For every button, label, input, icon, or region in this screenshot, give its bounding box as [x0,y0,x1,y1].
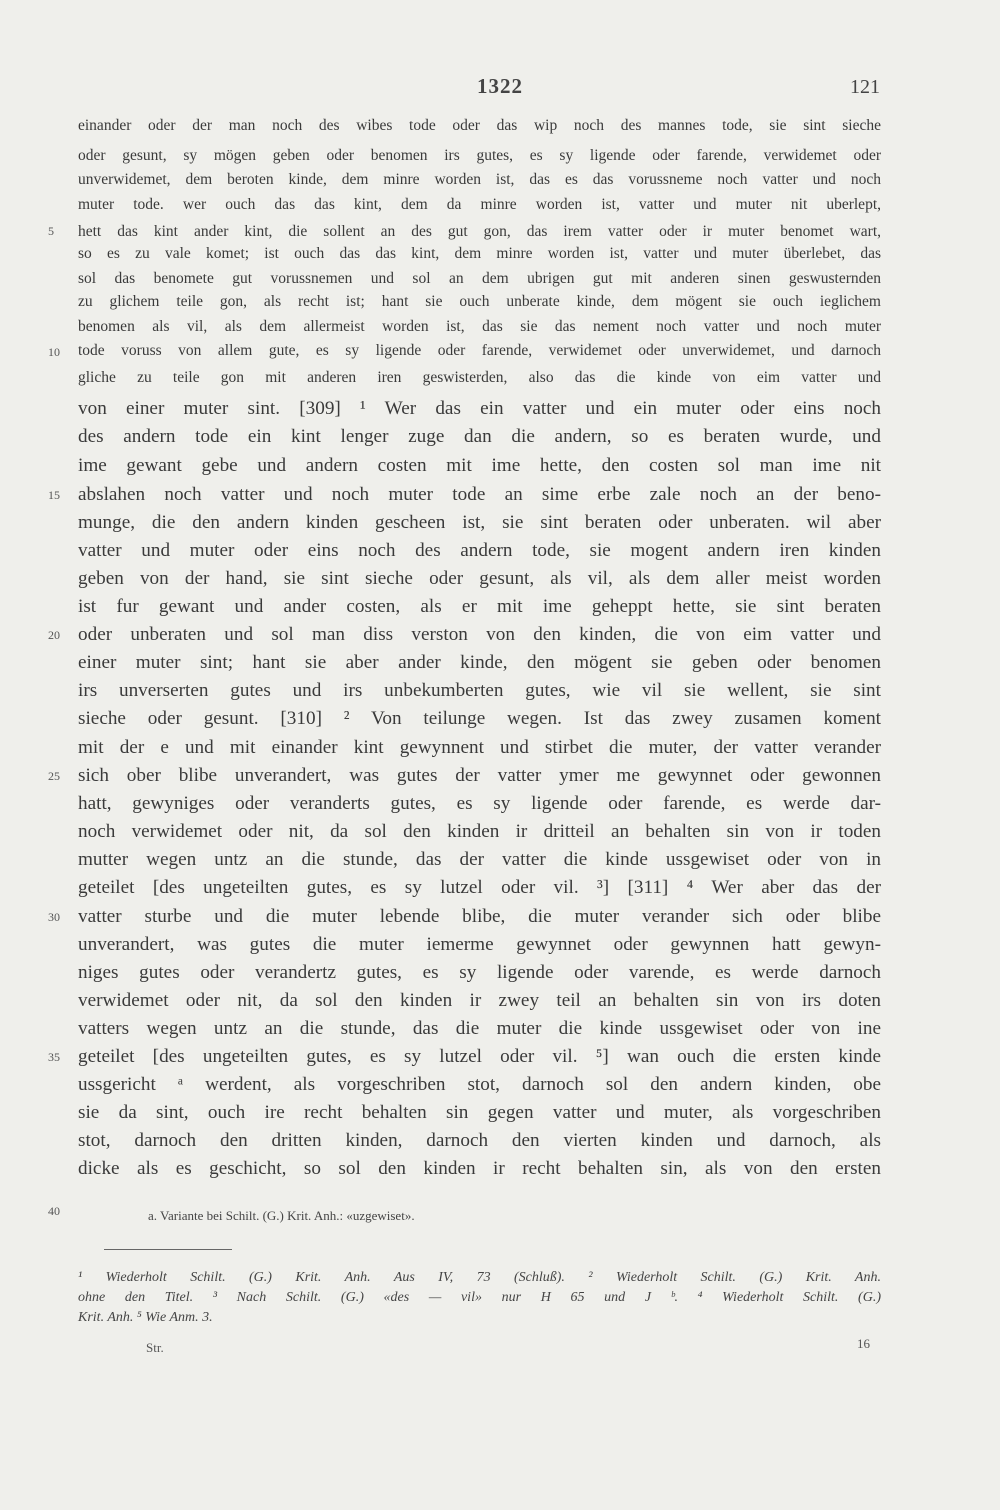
text-line: geteilet [des ungeteilten gutes, es sy lutzel oder vil. ⁵] wan ouch die ersten kinde [78,1046,881,1067]
text-line: ime gewant gebe und andern costen mit ime hette, den costen sol man ime nit [78,455,881,476]
text-line: des andern tode ein kint lenger zuge dan die andern, so es beraten wurde, und [78,426,881,447]
text-line: tode voruss von allem gute, es sy ligende oder farende, verwidemet oder unverwidemet, und darnoch [78,342,881,359]
line-number: 15 [48,488,60,502]
text-line: geteilet [des ungeteilten gutes, es sy lutzel oder vil. ³] [311] ⁴ Wer aber das der [78,877,881,898]
footnote-line: ¹ Wiederholt Schilt. (G.) Krit. Anh. Aus IV, 73 (Schluß). ² Wiederholt Schilt. (G.) Krit. Anh. [78,1270,881,1285]
text-line: sol das benomete gut vorussnemen und sol an dem ubrigen gut mit anderen sinen geswusternden [78,270,881,287]
line-number: 25 [48,769,60,783]
line-number: 10 [48,345,60,359]
text-line: von einer muter sint. [309] ¹ Wer das ein vatter und ein muter oder eins noch [78,398,881,419]
text-line: so es zu vale komet; ist ouch das das kint, dem minre worden ist, vatter und muter überlebet, das [78,245,881,262]
footnote-line: ohne den Titel. ³ Nach Schilt. (G.) «des — vil» nur H 65 und J ᵇ. ⁴ Wiederholt Schilt. (G.) [78,1290,881,1305]
text-line: abslahen noch vatter und noch muter tode an sime erbe zale noch an der beno- [78,484,881,505]
line-number: 5 [48,224,54,238]
line-number: 30 [48,910,60,924]
text-line: munge, die den andern kinden gescheen ist, sie sint beraten oder unberaten. wil aber [78,512,881,533]
text-line: hatt, gewyniges oder veranderts gutes, es sy ligende oder farende, es werde dar- [78,793,881,814]
text-line: ist fur gewant und ander costen, als er mit ime geheppt hette, sie sint beraten [78,596,881,617]
line-number: 40 [48,1204,60,1218]
text-line: unverwidemet, dem beroten kinde, dem minre worden ist, das es das vorussneme noch vatter und noch [78,171,881,188]
text-line: muter tode. wer ouch das das kint, dem da minre worden ist, vatter und muter nit uberlept, [78,196,881,213]
sheet-number: 16 [857,1336,870,1351]
text-line: dicke als es geschicht, so sol den kinden ir recht behalten sin, als von den ersten [78,1158,881,1179]
text-line: sich ober blibe unverandert, was gutes der vatter ymer me gewynnet oder gewonnen [78,765,881,786]
text-line: einander oder der man noch des wibes tode oder das wip noch des mannes tode, sie sint sieche [78,117,881,134]
page-number: 121 [850,76,880,98]
text-line: stot, darnoch den dritten kinden, darnoch den vierten kinden und darnoch, als [78,1130,881,1151]
text-line: mit der e und mit einander kint gewynnent und stirbet die muter, der vatter verander [78,737,881,758]
text-line: vatters wegen untz an die stunde, das die muter die kinde ussgewiset oder von ine [78,1018,881,1039]
line-number: 20 [48,628,60,642]
footnote-separator [104,1249,232,1250]
text-line: sie da sint, ouch ire recht behalten sin gegen vatter und muter, als vorgeschriben [78,1102,881,1123]
text-line: noch verwidemet oder nit, da sol den kinden ir dritteil an behalten sin von ir toden [78,821,881,842]
text-line: hett das kint ander kint, die sollent an des gut gon, das irem vatter oder ir muter benomet wart, [78,223,881,240]
page-year-heading: 1322 [477,74,523,98]
text-line: benomen als vil, als dem allermeist worden ist, das sie das nement noch vatter und noch muter [78,318,881,335]
line-number: 35 [48,1050,60,1064]
text-line: sieche oder gesunt. [310] ² Von teilunge wegen. Ist das zwey zusamen koment [78,708,881,729]
text-line: oder unberaten und sol man diss verston von den kinden, die von eim vatter und [78,624,881,645]
text-line: irs unverserten gutes und irs unbekumberten gutes, wie vil sie wellent, sie sint [78,680,881,701]
text-line: zu glichem teile gon, als recht ist; hant sie ouch unberate kinde, dem mögent sie ouch ieglichem [78,293,881,310]
text-line: verwidemet oder nit, da sol den kinden ir zwey teil an behalten sin von irs doten [78,990,881,1011]
text-line: einer muter sint; hant sie aber ander kinde, den mögent sie geben oder benomen [78,652,881,673]
text-line: mutter wegen untz an die stunde, das der vatter die kinde ussgewiset oder von in [78,849,881,870]
footnote-line: Krit. Anh. ⁵ Wie Anm. 3. [78,1310,213,1325]
variant-note: a. Variante bei Schilt. (G.) Krit. Anh.: «uzgewiset». [148,1208,415,1223]
text-line: vatter und muter oder eins noch des andern tode, sie mogent andern iren kinden [78,540,881,561]
text-line: vatter sturbe und die muter lebende blibe, die muter verander sich oder blibe [78,906,881,927]
signature-mark: Str. [146,1340,164,1355]
text-line: oder gesunt, sy mögen geben oder benomen irs gutes, es sy ligende oder farende, verwidemet oder [78,147,881,164]
text-line: unverandert, was gutes die muter iemerme gewynnet oder gewynnen hatt gewyn- [78,934,881,955]
text-line: gliche zu teile gon mit anderen iren geswisterden, also das die kinde von eim vatter und [78,369,881,386]
text-line: niges gutes oder verandertz gutes, es sy ligende oder varende, es werde darnoch [78,962,881,983]
text-line: geben von der hand, sie sint sieche oder gesunt, als vil, als dem aller meist worden [78,568,881,589]
text-line: ussgericht ᵃ werdent, als vorgeschriben stot, darnoch sol den andern kinden, obe [78,1074,881,1095]
